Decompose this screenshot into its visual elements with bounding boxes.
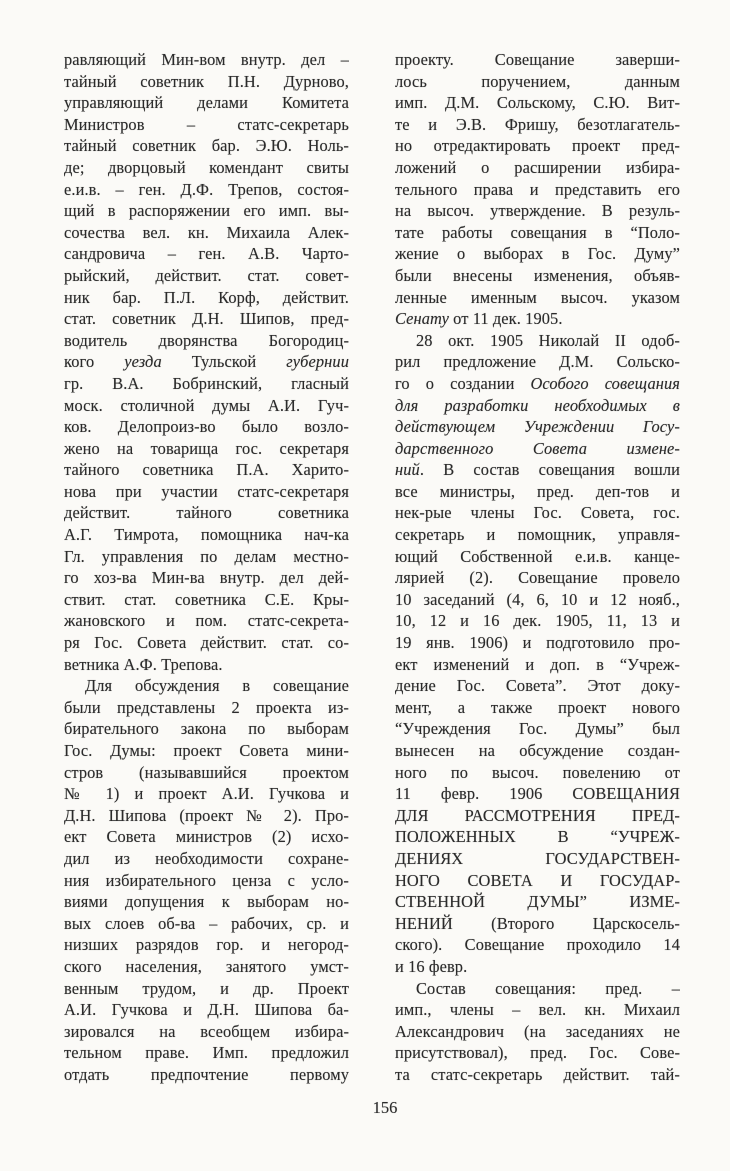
italic-text-segment: для разработки необходимых в (395, 395, 680, 415)
text-line (395, 805, 680, 827)
text-segment: отдать предпочтение первому (64, 1064, 349, 1084)
text-columns (64, 49, 680, 1086)
text-line (64, 610, 349, 632)
text-segment: ного по высоч. повелению от (395, 762, 680, 782)
text-line (64, 179, 349, 201)
text-line (64, 373, 349, 395)
text-line (395, 934, 680, 956)
text-segment: го о создании (395, 373, 531, 393)
text-segment: гр. В.А. Бобринский, гласный (64, 373, 349, 393)
text-segment: ленные именным высоч. указом (395, 287, 680, 307)
text-segment: лось поручением, данным (395, 71, 680, 91)
text-segment: Гос. Думы: проект Совета мини- (64, 741, 349, 760)
text-line (395, 351, 680, 373)
text-segment: ствит. стат. советника С.Е. Кры- (64, 589, 349, 609)
text-segment: Тульской (161, 352, 287, 372)
text-line (395, 222, 680, 244)
text-line (395, 200, 680, 222)
text-line (64, 762, 349, 784)
text-segment: Состав совещания: пред. – (416, 978, 680, 998)
text-line (64, 783, 349, 805)
text-segment: тайного советника П.А. Харито- (64, 460, 349, 480)
text-segment: нова при участии статс-секретаря (64, 481, 349, 501)
text-line (64, 395, 349, 417)
text-line (395, 826, 680, 848)
text-segment: ПОЛОЖЕННЫХ В “УЧРЕЖ- (395, 827, 680, 847)
text-segment: № 1) и проект А.И. Гучкова и (64, 784, 349, 804)
text-segment: ветника А.Ф. Трепова. (64, 654, 223, 674)
text-segment: моск. столичной думы А.И. Гуч- (64, 395, 349, 415)
text-segment: управляющий делами Комитета (64, 93, 349, 113)
text-segment: ект Совета министров (2) исхо- (64, 827, 349, 847)
text-line (64, 848, 349, 870)
text-segment: зировался на всеобщем избира- (64, 1021, 349, 1041)
text-segment: жение о выборах в Гос. Думу” (395, 244, 680, 264)
text-segment: ДЕНИЯХ ГОСУДАРСТВЕН- (395, 848, 680, 868)
text-line (395, 697, 680, 719)
text-segment: “Учреждения Гос. Думы” был (395, 719, 680, 739)
text-segment: 19 янв. 1906) и подготовило про- (395, 633, 680, 653)
text-line (395, 287, 680, 309)
text-segment: имп. Д.М. Сольскому, С.Ю. Вит- (395, 93, 680, 113)
text-segment: щий в распоряжении его имп. вы- (64, 201, 349, 221)
text-segment: бирательного закона по выборам (64, 719, 349, 739)
text-segment: 28 окт. 1905 Николай II одоб- (416, 330, 680, 350)
text-segment: сочества вел. кн. Михаила Алек- (64, 222, 349, 242)
text-line (395, 567, 680, 589)
text-segment: 10, 12 и 16 дек. 1905, 11, 13 и (395, 611, 680, 631)
text-line (395, 913, 680, 935)
text-line (395, 891, 680, 913)
text-line (395, 1064, 680, 1086)
text-segment: ского населения, занятого умст- (64, 956, 349, 976)
text-line (395, 157, 680, 179)
text-line (64, 481, 349, 503)
text-segment: действит. тайного советника (64, 503, 349, 523)
text-line (64, 589, 349, 611)
text-line (64, 870, 349, 892)
text-line (395, 481, 680, 503)
text-segment: сандровича – ген. А.В. Чарто- (64, 244, 349, 264)
text-line (395, 956, 680, 978)
text-line (64, 502, 349, 524)
text-segment: вынесен на обсуждение создан- (395, 741, 680, 760)
text-line (395, 92, 680, 114)
text-segment: НЕНИЙ (Второго Царскосель- (395, 913, 680, 933)
text-segment: все министры, пред. деп-тов и (395, 481, 680, 501)
text-line (395, 589, 680, 611)
text-segment: и 16 февр. (395, 956, 468, 976)
italic-text-segment: Сенату (395, 309, 449, 329)
text-segment: . В состав совещания вошли (419, 460, 680, 480)
page-number: 156 (372, 1098, 398, 1117)
text-segment: тате работы совещания в “Поло- (395, 222, 680, 242)
text-segment: ря Гос. Совета действит. стат. со- (64, 633, 349, 653)
text-line (395, 71, 680, 93)
text-segment: те и Э.В. Фришу, безотлагатель- (395, 114, 680, 134)
text-line (395, 546, 680, 568)
text-line (64, 438, 349, 460)
text-line (64, 546, 349, 568)
text-line (64, 1064, 349, 1086)
text-segment: тайный советник П.Н. Дурново, (64, 71, 349, 91)
text-line (395, 395, 680, 417)
text-segment: лярией (2). Совещание провело (395, 568, 680, 588)
text-line (395, 999, 680, 1021)
text-segment: тельного права и представить его (395, 179, 680, 199)
text-line (395, 783, 680, 805)
text-line (395, 438, 680, 460)
text-line (64, 1042, 349, 1064)
text-line (64, 157, 349, 179)
text-segment: жановского и пом. статс-секрета- (64, 611, 349, 631)
text-segment: тайный советник бар. Э.Ю. Ноль- (64, 136, 349, 156)
text-line (64, 632, 349, 654)
text-segment: равляющий Мин-вом внутр. дел – (64, 50, 349, 69)
text-segment: были представлены 2 проекта из- (64, 697, 349, 717)
text-line (64, 999, 349, 1021)
text-line (64, 114, 349, 136)
text-line (64, 956, 349, 978)
text-line (395, 762, 680, 784)
text-segment: 11 февр. 1906 СОВЕЩАНИЯ (395, 784, 680, 804)
text-segment: дение Гос. Совета”. Этот доку- (395, 676, 680, 696)
text-line (64, 654, 349, 676)
left-column (64, 49, 349, 1086)
text-line (64, 135, 349, 157)
text-segment: рыйский, действит. стат. совет- (64, 265, 349, 285)
text-line (64, 740, 349, 762)
text-segment: низших разрядов гор. и негород- (64, 935, 349, 955)
text-line (395, 179, 680, 201)
text-line (395, 675, 680, 697)
text-segment: на высоч. утверждение. В резуль- (395, 201, 680, 221)
italic-text-segment: ний (395, 460, 420, 480)
text-segment: де; дворцовый комендант свиты (64, 157, 349, 177)
text-line (64, 92, 349, 114)
text-line (64, 934, 349, 956)
text-line (395, 654, 680, 676)
text-line (64, 1021, 349, 1043)
text-segment: е.и.в. – ген. Д.Ф. Трепов, состоя- (64, 179, 349, 199)
text-segment: виями допущения к выборам но- (64, 892, 349, 912)
text-segment: венным трудом, и др. Проект (64, 978, 349, 998)
text-line (395, 459, 680, 481)
text-line (64, 243, 349, 265)
text-line (64, 222, 349, 244)
text-line (395, 114, 680, 136)
italic-text-segment: Особого совещания (530, 373, 680, 393)
italic-text-segment: действующем Учреждении Госу- (395, 417, 680, 437)
text-segment: но отредактировать проект пред- (395, 136, 680, 156)
text-line (395, 740, 680, 762)
text-line (395, 610, 680, 632)
text-line (64, 524, 349, 546)
text-segment: были внесены изменения, объяв- (395, 265, 680, 285)
text-line (395, 718, 680, 740)
text-line (64, 913, 349, 935)
text-line (395, 848, 680, 870)
text-segment: А.И. Гучкова и Д.Н. Шипова ба- (64, 1000, 349, 1020)
text-segment: Д.Н. Шипова (проект № 2). Про- (64, 805, 349, 825)
text-line (395, 265, 680, 287)
text-line (64, 265, 349, 287)
text-line (395, 978, 680, 1000)
text-segment: имп., члены – вел. кн. Михаил (395, 1000, 680, 1020)
text-line (395, 524, 680, 546)
text-line (64, 49, 349, 71)
text-segment: та статс-секретарь действит. тай- (395, 1064, 680, 1084)
text-line (64, 71, 349, 93)
italic-text-segment: губернии (286, 352, 349, 372)
text-segment: присутствовал), пред. Гос. Сове- (395, 1043, 680, 1063)
text-line (395, 632, 680, 654)
text-segment: стров (называвшийся проектом (64, 762, 349, 782)
text-line (64, 330, 349, 352)
text-line (395, 49, 680, 71)
right-column (395, 49, 680, 1086)
text-segment: Для обсуждения в совещание (85, 676, 349, 696)
text-segment: водитель дворянства Богородиц- (64, 330, 349, 350)
italic-text-segment: дарственного Совета измене- (395, 438, 680, 458)
text-segment: ющий Собственной е.и.в. канце- (395, 546, 680, 566)
text-segment: от 11 дек. 1905. (448, 309, 563, 329)
text-line (64, 459, 349, 481)
text-segment: рил предложение Д.М. Сольско- (395, 352, 680, 372)
text-line (64, 826, 349, 848)
text-segment: кого (64, 352, 125, 372)
text-line (64, 805, 349, 827)
text-line (395, 502, 680, 524)
text-line (64, 416, 349, 438)
text-segment: секретарь и помощник, управля- (395, 525, 680, 545)
text-segment: Министров – статс-секретарь (64, 114, 349, 134)
text-line (395, 870, 680, 892)
text-segment: ния избирательного ценза с усло- (64, 870, 349, 890)
text-line (64, 200, 349, 222)
text-line (395, 416, 680, 438)
text-segment: ложений о расширении избира- (395, 157, 680, 177)
text-line (64, 891, 349, 913)
text-segment: СТВЕННОЙ ДУМЫ” ИЗМЕ- (395, 892, 680, 912)
text-line (395, 308, 680, 330)
text-segment: ник бар. П.Л. Корф, действит. (64, 287, 349, 307)
text-line (395, 1021, 680, 1043)
text-segment: 10 заседаний (4, 6, 10 и 12 нояб., (395, 589, 680, 609)
text-segment: го хоз-ва Мин-ва внутр. дел дей- (64, 568, 349, 588)
text-segment: ект изменений и доп. в “Учреж- (395, 654, 680, 674)
text-segment: ского). Совещание проходило 14 (395, 935, 680, 955)
text-line (64, 675, 349, 697)
text-line (395, 135, 680, 157)
text-line (395, 373, 680, 395)
italic-text-segment: уезда (124, 352, 162, 372)
text-line (64, 697, 349, 719)
text-segment: стат. советник Д.Н. Шипов, пред- (64, 309, 349, 329)
text-segment: тельном праве. Имп. предложил (64, 1043, 349, 1063)
text-line (64, 718, 349, 740)
text-line (395, 243, 680, 265)
text-segment: вых слоев об-ва – рабочих, ср. и (64, 913, 349, 933)
text-segment: нек-рые члены Гос. Совета, гос. (395, 503, 680, 523)
text-line (395, 330, 680, 352)
text-line (64, 567, 349, 589)
text-segment: ков. Делопроиз-во было возло- (64, 417, 349, 437)
text-segment: дил из необходимости сохране- (64, 848, 349, 868)
text-segment: Александрович (на заседаниях не (395, 1021, 680, 1041)
text-segment: НОГО СОВЕТА И ГОСУДАР- (395, 870, 680, 890)
text-line (64, 978, 349, 1000)
text-segment: жено на товарища гос. секретаря (64, 438, 349, 458)
text-line (395, 1042, 680, 1064)
text-segment: мент, а также проект нового (395, 697, 680, 717)
text-segment: проекту. Совещание заверши- (395, 50, 680, 69)
text-segment: А.Г. Тимрота, помощника нач-ка (64, 525, 349, 545)
text-line (64, 351, 349, 373)
text-segment: ДЛЯ РАССМОТРЕНИЯ ПРЕД- (395, 805, 680, 825)
text-segment: Гл. управления по делам местно- (64, 546, 349, 566)
text-line (64, 287, 349, 309)
text-line (64, 308, 349, 330)
